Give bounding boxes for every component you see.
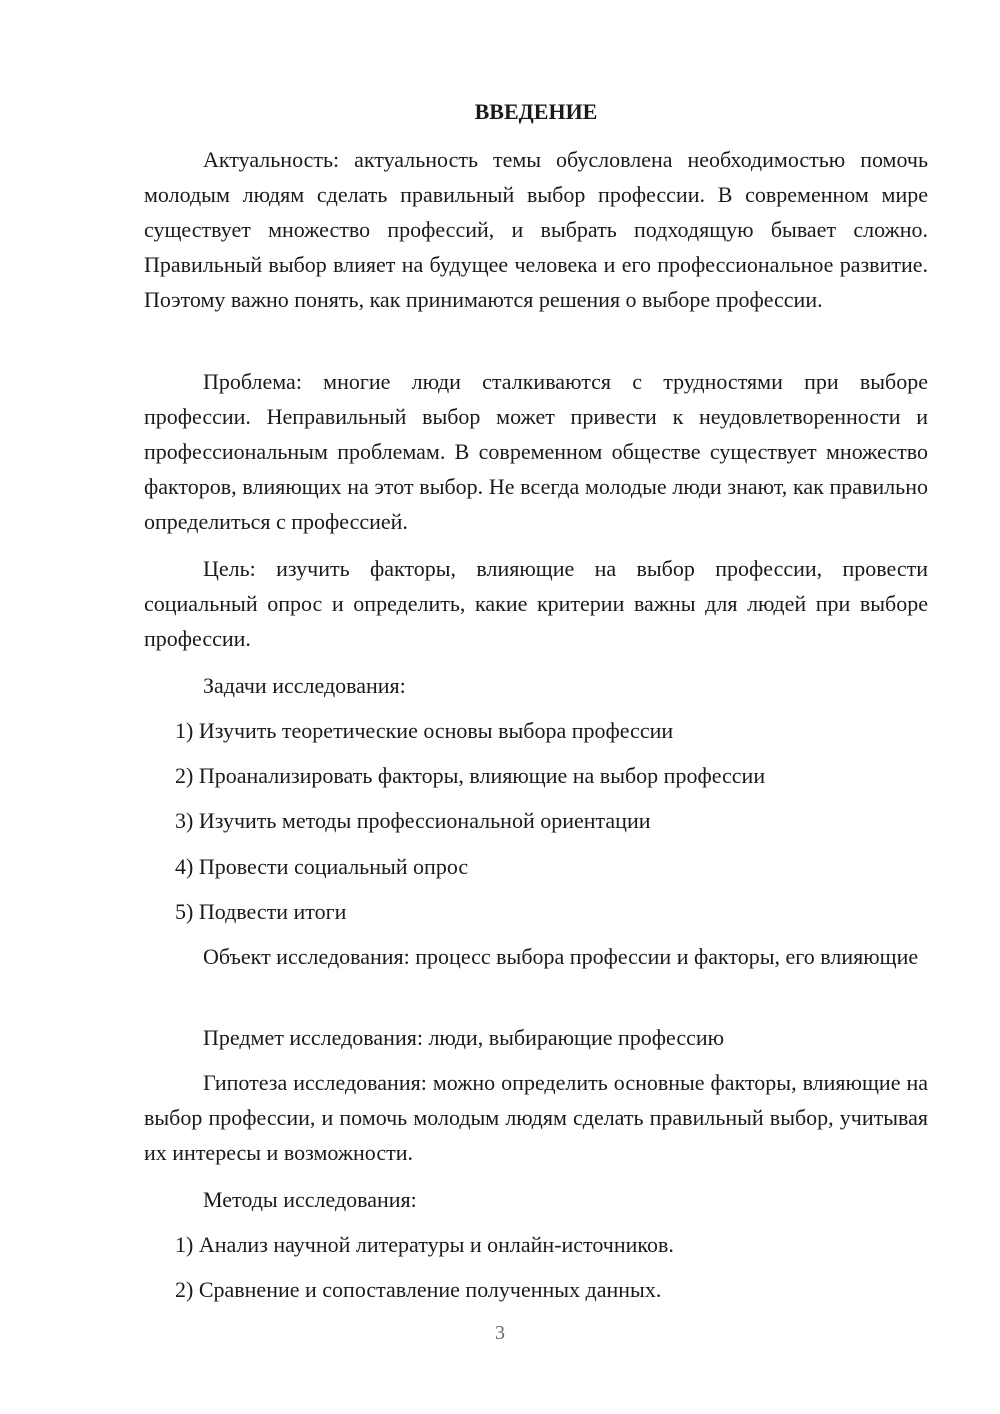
- methods-heading: Методы исследования:: [203, 1187, 417, 1212]
- method-item: 1) Анализ научной литературы и онлайн-источников.: [175, 1232, 674, 1257]
- task-item: 1) Изучить теоретические основы выбора профессии: [175, 718, 674, 743]
- subject-paragraph: Предмет исследования: люди, выбирающие профессию: [203, 1025, 725, 1050]
- hypothesis-paragraph: Гипотеза исследования: можно определить основные факторы, влияющие на выбор профессии, и помочь молодым людям сделать правильный выбор, учитывая их интересы и возможности.: [144, 1070, 928, 1165]
- method-item: 2) Сравнение и сопоставление полученных данных.: [175, 1277, 662, 1302]
- task-item: 2) Проанализировать факторы, влияющие на выбор профессии: [175, 763, 766, 788]
- problem-paragraph: Проблема: многие люди сталкиваются с трудностями при выборе профессии. Неправильный выбор может привести к неудовлетворенности и профессиональным проблемам. В современном обществе существует множество факторов, влияющих на этот выбор. Не всегда молодые люди знают, как правильно определиться с профессией.: [144, 369, 928, 534]
- relevance-paragraph: Актуальность: актуальность темы обусловлена необходимостью помочь молодым людям сделать правильный выбор профессии. В современном мире существует множество профессий, и выбрать подходящую бывает сложно. Правильный выбор влияет на будущее человека и его профессиональное развитие. Поэтому важно понять, как принимаются решения о выборе профессии.: [144, 147, 928, 312]
- task-item: 4) Провести социальный опрос: [175, 854, 469, 879]
- task-item: 3) Изучить методы профессиональной ориентации: [175, 808, 651, 833]
- task-item: 5) Подвести итоги: [175, 899, 347, 924]
- object-paragraph: Объект исследования: процесс выбора профессии и факторы, его влияющие: [203, 944, 919, 969]
- section-heading: ВВЕДЕНИЕ: [474, 99, 598, 124]
- tasks-heading: Задачи исследования:: [203, 673, 406, 698]
- page-number: 3: [495, 1322, 505, 1344]
- goal-paragraph: Цель: изучить факторы, влияющие на выбор профессии, провести социальный опрос и определить, какие критерии важны для людей при выборе профессии.: [144, 556, 928, 651]
